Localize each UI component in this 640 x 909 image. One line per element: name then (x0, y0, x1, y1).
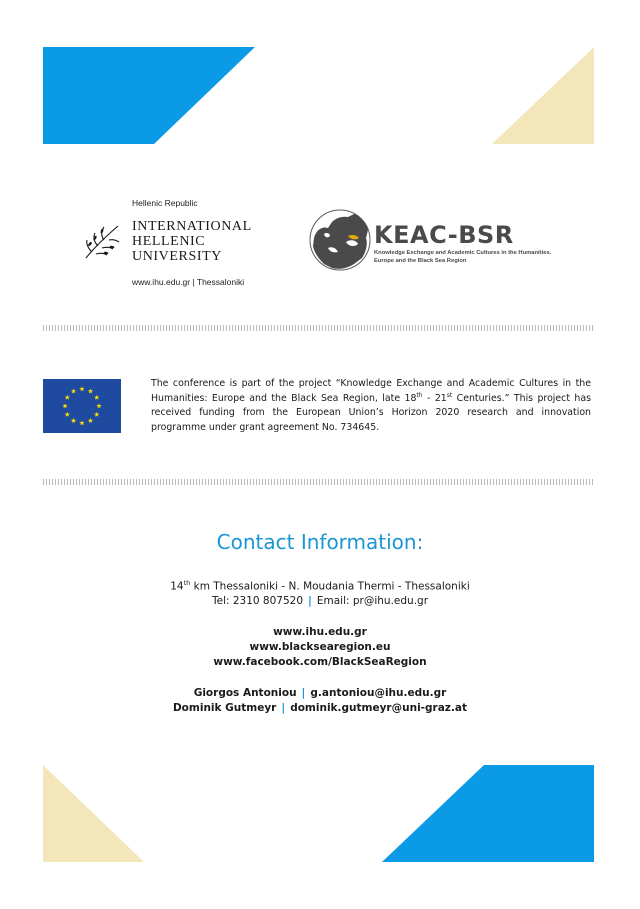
address-number: 14 (170, 580, 184, 593)
separator: | (301, 687, 306, 699)
contact-tel-email (0, 595, 640, 607)
website-link-blacksea[interactable]: www.blacksearegion.eu (249, 641, 391, 653)
ihu-country-label: Hellenic Republic (132, 198, 198, 208)
contact-address (0, 579, 640, 593)
ihu-footer-label: www.ihu.edu.gr | Thessaloniki (132, 277, 245, 287)
person-email[interactable]: g.antoniou@ihu.edu.gr (310, 687, 447, 699)
keac-bsr-logo (308, 208, 558, 272)
top-right-beige-triangle (492, 47, 594, 144)
ihu-logo (82, 198, 262, 290)
separator: | (308, 595, 312, 607)
europe-map-icon (308, 208, 372, 272)
project-text-part3: Centuries.” This project has received funding from the European Union’s Horizon 2020 research and innovation programme under grant agreement No. 734645. (151, 392, 591, 434)
project-text-part2: - 21 (422, 392, 447, 404)
website-link-ihu[interactable]: www.ihu.edu.gr (273, 626, 367, 638)
contact-email[interactable]: Email: pr@ihu.edu.gr (316, 595, 429, 607)
keac-subtitle-line1: Knowledge Exchange and Academic Cultures in the Humanities. (374, 250, 552, 256)
ihu-name-line3: UNIVERSITY (132, 249, 222, 264)
separator: | (281, 702, 286, 714)
contact-heading: Contact Information: (216, 530, 424, 554)
address-rest: km Thessaloniki - N. Moudania Thermi - Thessaloniki (190, 580, 470, 593)
person-name: Giorgos Antoniou (193, 687, 297, 699)
project-funding-text (151, 377, 591, 436)
contact-tel: Tel: 2310 807520 (211, 595, 304, 607)
eu-flag-icon (43, 379, 121, 433)
keac-title: KEAC-BSR (374, 221, 514, 249)
person-name: Dominik Gutmeyr (172, 702, 277, 714)
contact-person-2 (0, 702, 640, 714)
project-text-sup1: th (416, 391, 423, 399)
bottom-left-beige-triangle (43, 765, 144, 862)
contact-person-1 (0, 687, 640, 699)
keac-subtitle-line2: Europe and the Black Sea Region (374, 258, 467, 264)
website-link-facebook[interactable]: www.facebook.com/BlackSeaRegion (213, 656, 427, 668)
ihu-name-line1: INTERNATIONAL (132, 219, 252, 234)
top-left-blue-trapezoid (43, 47, 255, 144)
ihu-name-line2: HELLENIC (132, 234, 206, 249)
address-ordinal: th (183, 579, 191, 587)
project-text-part1: The conference is part of the project “Knowledge Exchange and Academic Cultures in the Humanities: Europe and the Black Sea Region, late 18 (151, 378, 591, 404)
bottom-right-blue-trapezoid (382, 765, 594, 862)
dotted-divider-bottom (43, 479, 595, 485)
dotted-divider-top (43, 325, 595, 331)
person-email[interactable]: dominik.gutmeyr@uni-graz.at (290, 702, 468, 714)
olive-branch-icon (82, 220, 124, 262)
project-text-sup2: st (446, 391, 453, 399)
